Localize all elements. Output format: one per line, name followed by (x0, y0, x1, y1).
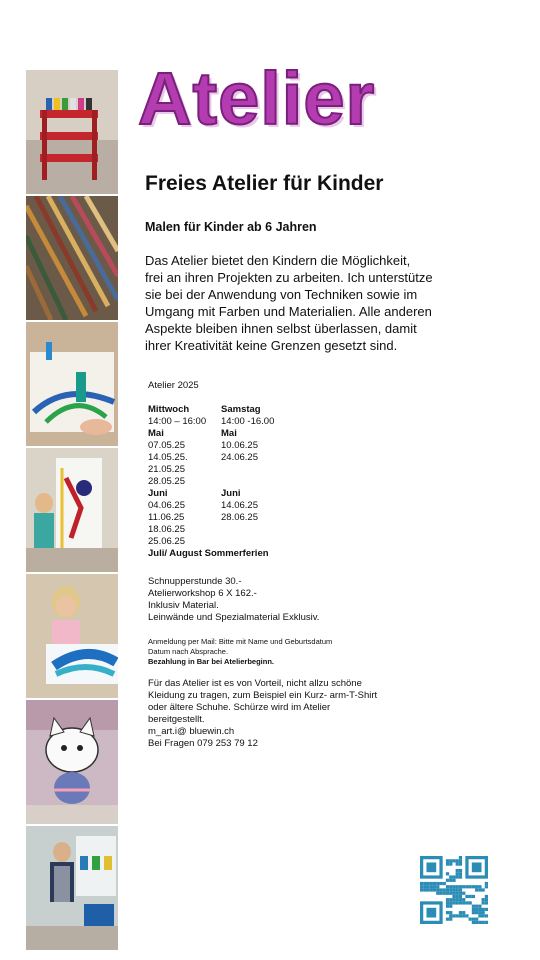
schedule-wednesday-cell: Mai (148, 428, 164, 439)
schedule-saturday-cell: Juni (221, 488, 241, 499)
info-line: Kleidung zu tragen, zum Beispiel ein Kurz- arm-T-Shirt (148, 690, 378, 701)
photo-child-canvas (26, 448, 118, 572)
schedule-row (148, 428, 274, 440)
photo-girl-painting (26, 574, 118, 698)
intro-line: Umgang mit Farben und Materialien. Alle anderen (145, 304, 432, 319)
schedule-row (148, 488, 274, 500)
info-section (148, 678, 408, 750)
schedule-wednesday-cell: Mittwoch (148, 404, 190, 415)
page-subtitle: Freies Atelier für Kinder (145, 172, 384, 195)
schedule-wednesday-cell: 21.05.25 (148, 464, 185, 475)
schedule-saturday-cell: Samstag (221, 404, 261, 415)
schedule-row (148, 476, 274, 488)
schedule (148, 380, 274, 560)
info-line: oder ältere Schuhe. Schürze wird im Atelier (148, 702, 331, 713)
qr-code[interactable] (420, 856, 488, 924)
photo-painting-table (26, 322, 118, 446)
intro-line: sie bei der Anwendung von Techniken sowie im (145, 287, 418, 302)
pricing-line: Schnupperstunde 30.- (148, 576, 242, 587)
schedule-row (148, 500, 274, 512)
page-title: Atelier (138, 57, 376, 140)
contact-email[interactable]: m_art.i@ bluewin.ch (148, 726, 235, 737)
schedule-saturday-cell: 28.06.25 (221, 512, 258, 523)
schedule-wednesday-cell: 25.06.25 (148, 536, 185, 547)
schedule-wednesday-cell: 28.05.25 (148, 476, 185, 487)
photo-pencils (26, 196, 118, 320)
schedule-row (148, 404, 274, 416)
schedule-row (148, 464, 274, 476)
intro-line: Das Atelier bietet den Kindern die Möglichkeit, (145, 253, 411, 268)
schedule-row (148, 416, 274, 428)
schedule-wednesday-cell: 04.06.25 (148, 500, 185, 511)
info-line: Für das Atelier ist es von Vorteil, nicht allzu schöne (148, 678, 362, 689)
tagline: Malen für Kinder ab 6 Jahren (145, 220, 317, 234)
pricing-line: Leinwände und Spezialmaterial Exklusiv. (148, 612, 320, 623)
schedule-wednesday-cell: 11.06.25 (148, 512, 185, 523)
schedule-row (148, 440, 274, 452)
photo-studio (26, 826, 118, 950)
schedule-wednesday-cell: 07.05.25 (148, 440, 185, 451)
schedule-saturday-cell: 14:00 -16.00 (221, 416, 275, 427)
schedule-wednesday-cell: 14.05.25. (148, 452, 188, 463)
info-line: bereitgestellt. (148, 714, 205, 725)
schedule-saturday-cell: 10.06.25 (221, 440, 258, 451)
pricing-line: Inklusiv Material. (148, 600, 219, 611)
schedule-row (148, 536, 274, 548)
schedule-row (148, 524, 274, 536)
contact-phone[interactable]: Bei Fragen 079 253 79 12 (148, 738, 258, 749)
photo-cat-drawing (26, 700, 118, 824)
intro-paragraph (145, 252, 465, 354)
schedule-wednesday-cell: Juni (148, 488, 168, 499)
schedule-heading: Atelier 2025 (148, 380, 199, 391)
registration-line: Anmeldung per Mail: Bitte mit Name und Geburtsdatum (148, 637, 333, 646)
intro-line: Aspekte bleiben ihnen selbst überlassen, damit (145, 321, 417, 336)
summer-holiday-note: Juli/ August Sommerferien (148, 548, 269, 559)
schedule-saturday-cell: Mai (221, 428, 237, 439)
schedule-row (148, 452, 274, 464)
schedule-row (148, 512, 274, 524)
intro-line: frei an ihren Projekten zu arbeiten. Ich unterstütze (145, 270, 433, 285)
pricing (148, 576, 319, 624)
registration-note (148, 637, 332, 667)
schedule-saturday-cell: 24.06.25 (221, 452, 258, 463)
schedule-rows (148, 404, 274, 548)
photo-paint-cart (26, 70, 118, 194)
schedule-wednesday-cell: 14:00 – 16:00 (148, 416, 207, 427)
intro-line: ihrer Kreativität keine Grenzen gesetzt sind. (145, 338, 398, 353)
pricing-line: Atelierworkshop 6 X 162.- (148, 588, 257, 599)
registration-line: Datum nach Absprache. (148, 647, 229, 656)
payment-note: Bezahlung in Bar bei Atelierbeginn. (148, 657, 274, 666)
schedule-wednesday-cell: 18.06.25 (148, 524, 185, 535)
schedule-saturday-cell: 14.06.25 (221, 500, 258, 511)
